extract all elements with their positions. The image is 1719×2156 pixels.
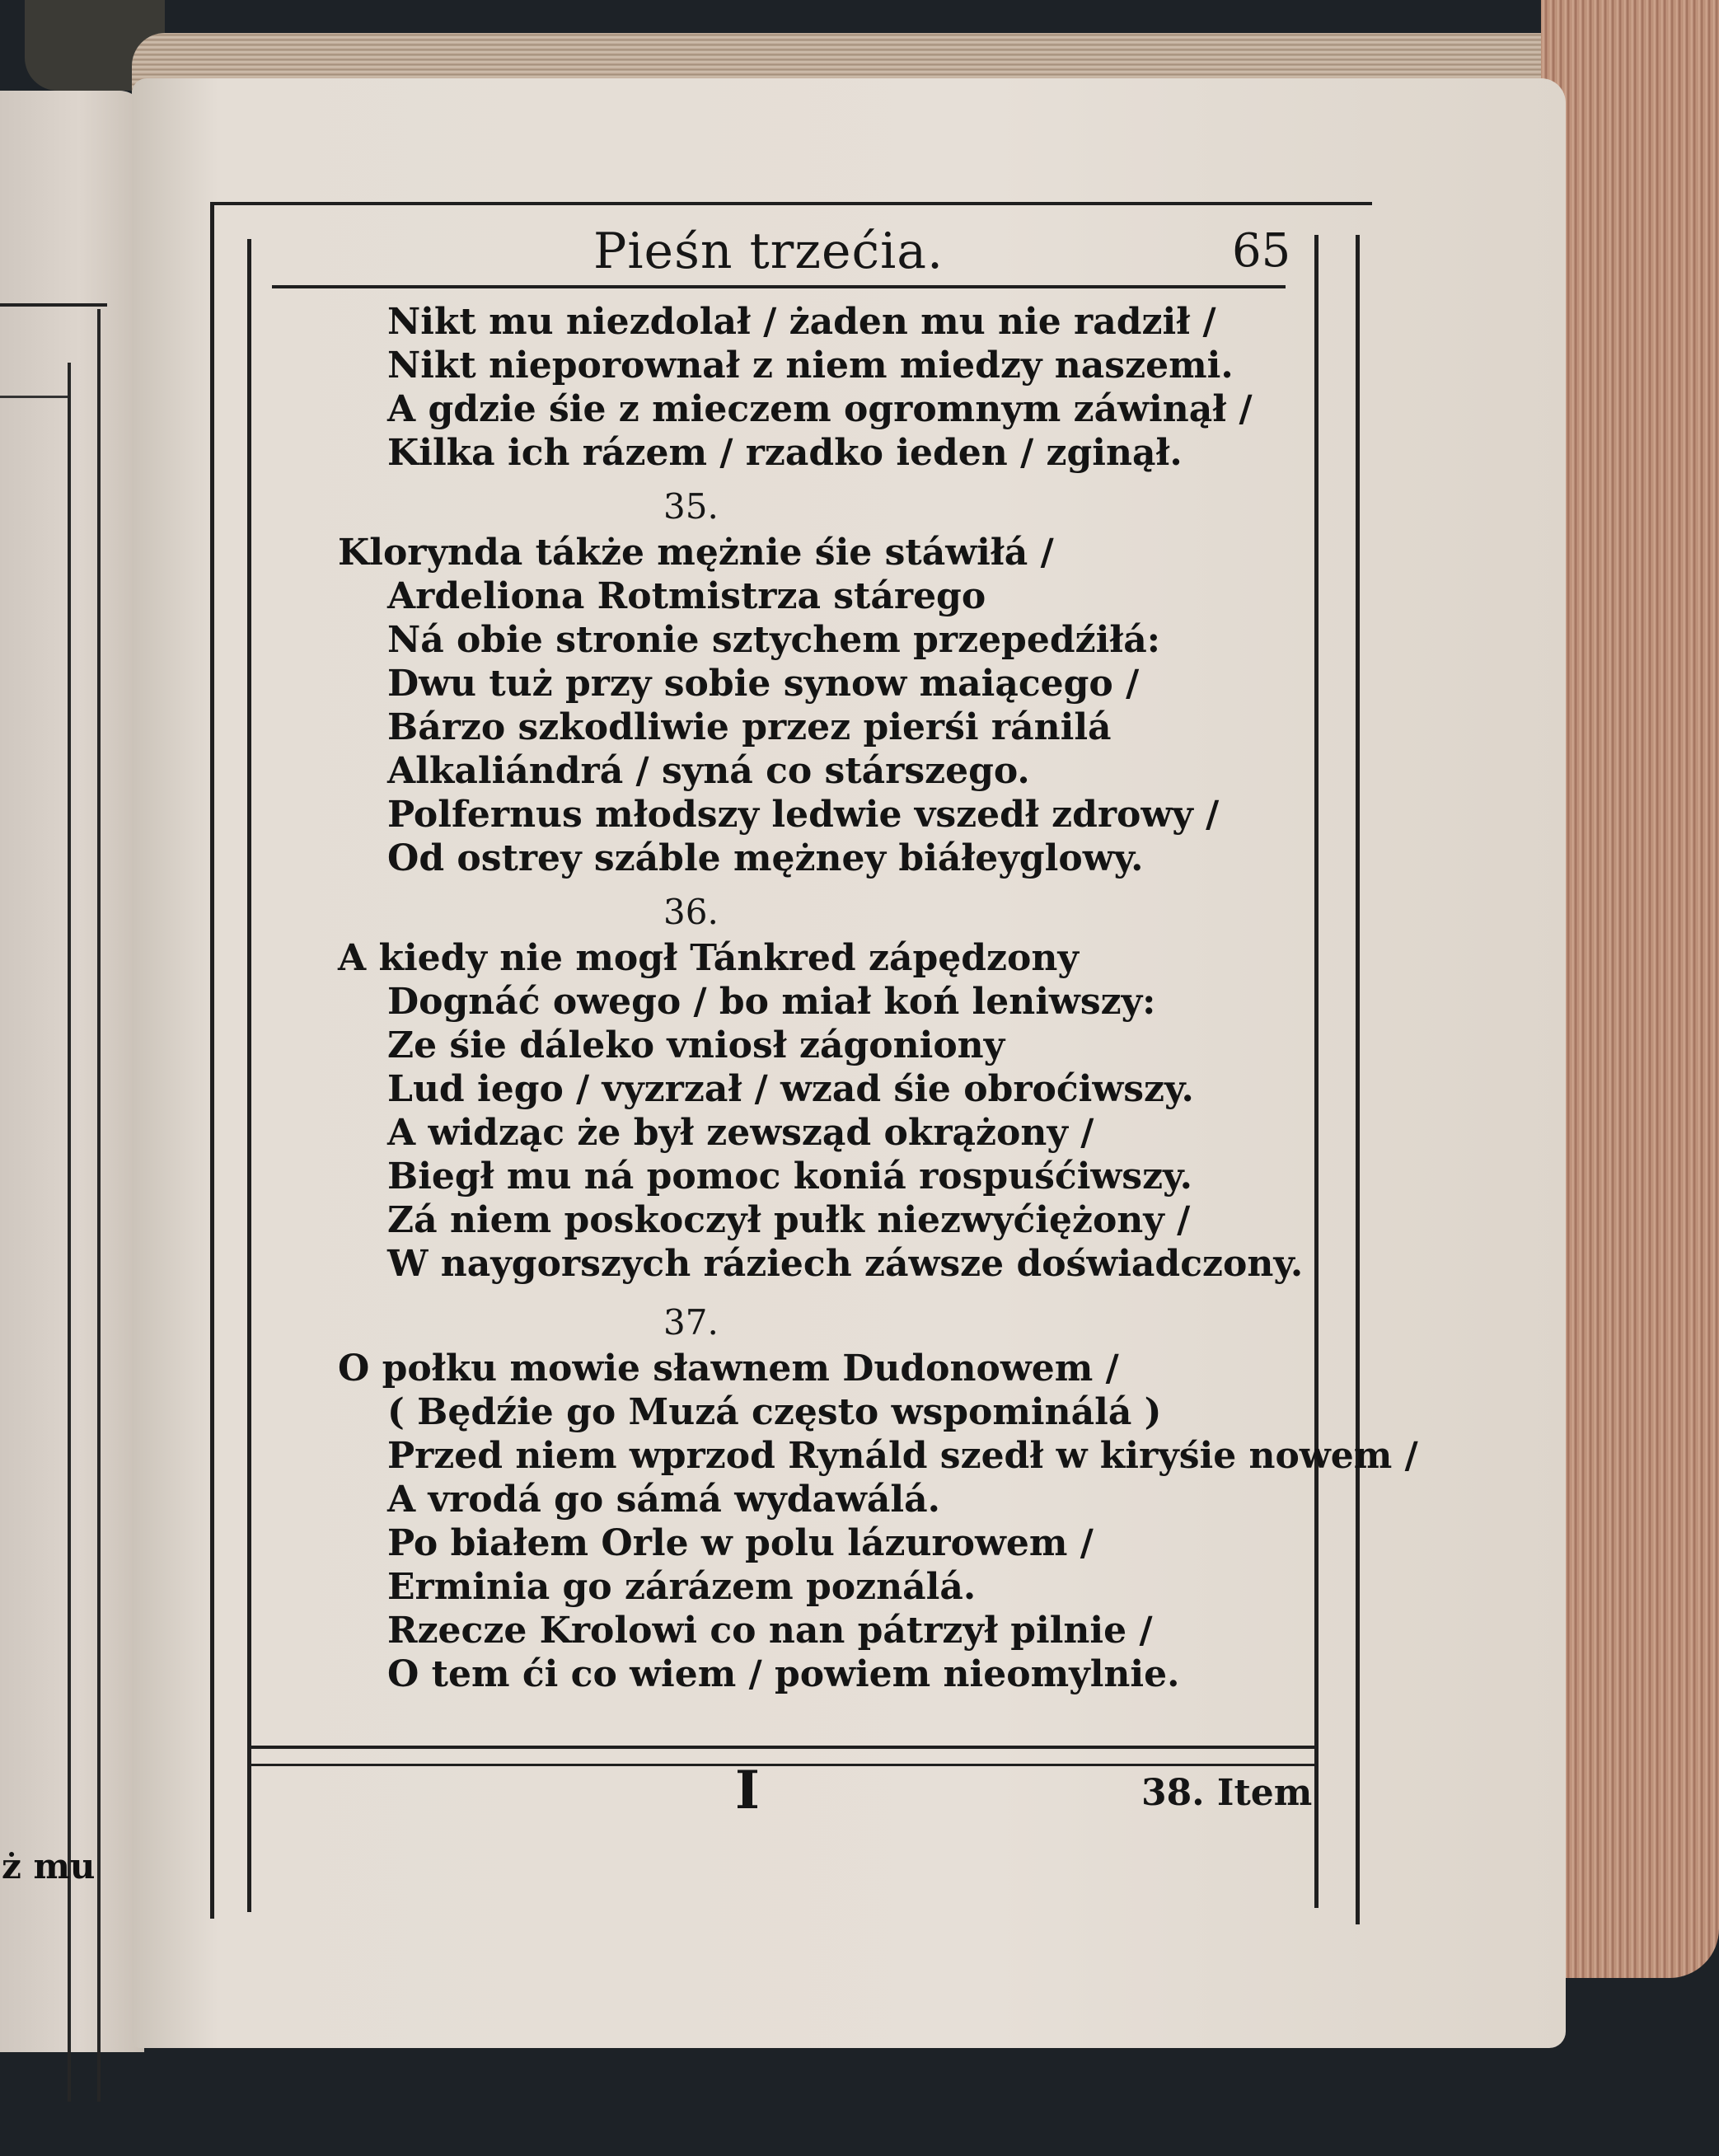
left-page-catchword: ż mu [2,1846,96,1886]
verse-line: Biegł mu ná pomoc koniá rospuśćiwszy. [387,1155,1192,1198]
page-number: 65 [1232,224,1291,278]
verse-line: Polfernus młodszy ledwie vszedł zdrowy / [387,794,1220,836]
verse-line: W naygorszych ráziech záwsze doświadczony. [387,1243,1304,1285]
header-rule [272,285,1286,288]
bottom-rule [247,1764,1319,1766]
verse-line: Klorynda tákże mężnie śie stáwiłá / [338,532,1054,574]
signature-mark: I [735,1760,760,1821]
inner-left-rule [247,239,251,1912]
verse-line: Po białem Orle w polu lázurowem / [387,1522,1094,1564]
bottom-rule [247,1746,1319,1749]
catchword: 38. Item [1141,1772,1313,1814]
inner-right-rule [1314,235,1319,1908]
verse-line: Ze śie dáleko vniosł zágoniony [387,1024,1005,1066]
stanza-number: 37. [663,1302,719,1343]
verse-line: Przed niem wprzod Rynáld szedł w kiryśie nowem / [387,1435,1418,1477]
verse-line: A vrodá go sámá wydawálá. [387,1479,940,1521]
verse-line: O tem ći co wiem / powiem nieomylnie. [387,1653,1180,1695]
verse-line: Dwu tuż przy sobie synow maiącego / [387,663,1140,705]
verse-line: Bárzo szkodliwie przez pierśi ránilá [387,706,1112,748]
left-page-rule [97,309,101,2102]
verse-line: Zá niem poskoczył pułk niezwyćiężony / [387,1199,1191,1241]
verse-line: Dognáć owego / bo miał koń leniwszy: [387,981,1156,1023]
verse-line: A kiedy nie mogł Tánkred zápędzony [338,937,1079,979]
verse-line: Ardeliona Rotmistrza stárego [387,575,986,617]
left-page-rule [0,303,107,307]
outer-right-rule [1356,235,1360,1924]
verse-line: A widząc że był zewsząd okrążony / [387,1112,1094,1154]
verse-line: Alkaliándrá / syná co stárszego. [387,750,1030,792]
verse-line: Ná obie stronie sztychem przepedźiłá: [387,619,1160,661]
stanza-number: 36. [663,892,719,932]
left-page-rule [0,396,70,398]
verse-line: Erminia go zárázem poználá. [387,1566,977,1608]
page-title: Pieśn trzećia. [593,223,944,280]
verse-line: Rzecze Krolowi co nan pátrzył pilnie / [387,1610,1153,1652]
page-edges [1541,0,1719,1978]
verse-line: Lud iego / vyzrzał / wzad śie obroćiwszy. [387,1068,1194,1110]
verse-line: A gdzie śie z mieczem ogromnym záwinął / [387,388,1253,430]
verse-line: Kilka ich rázem / rzadko ieden / zginął. [387,432,1183,474]
top-rule [210,202,1372,205]
verse-line: ( Będźie go Muzá często wspominálá ) [387,1391,1162,1433]
outer-left-rule [210,204,214,1919]
verse-line: O połku mowie sławnem Dudonowem / [338,1348,1119,1390]
left-page-rule [68,363,71,2102]
verse-line: Nikt mu niezdolał / żaden mu nie radził / [387,301,1216,343]
stanza-number: 35. [663,486,719,527]
left-page [0,91,144,2052]
verse-line: Nikt nieporownał z niem miedzy naszemi. [387,344,1234,387]
verse-line: Od ostrey száble mężney biáłeyglowy. [387,837,1144,879]
